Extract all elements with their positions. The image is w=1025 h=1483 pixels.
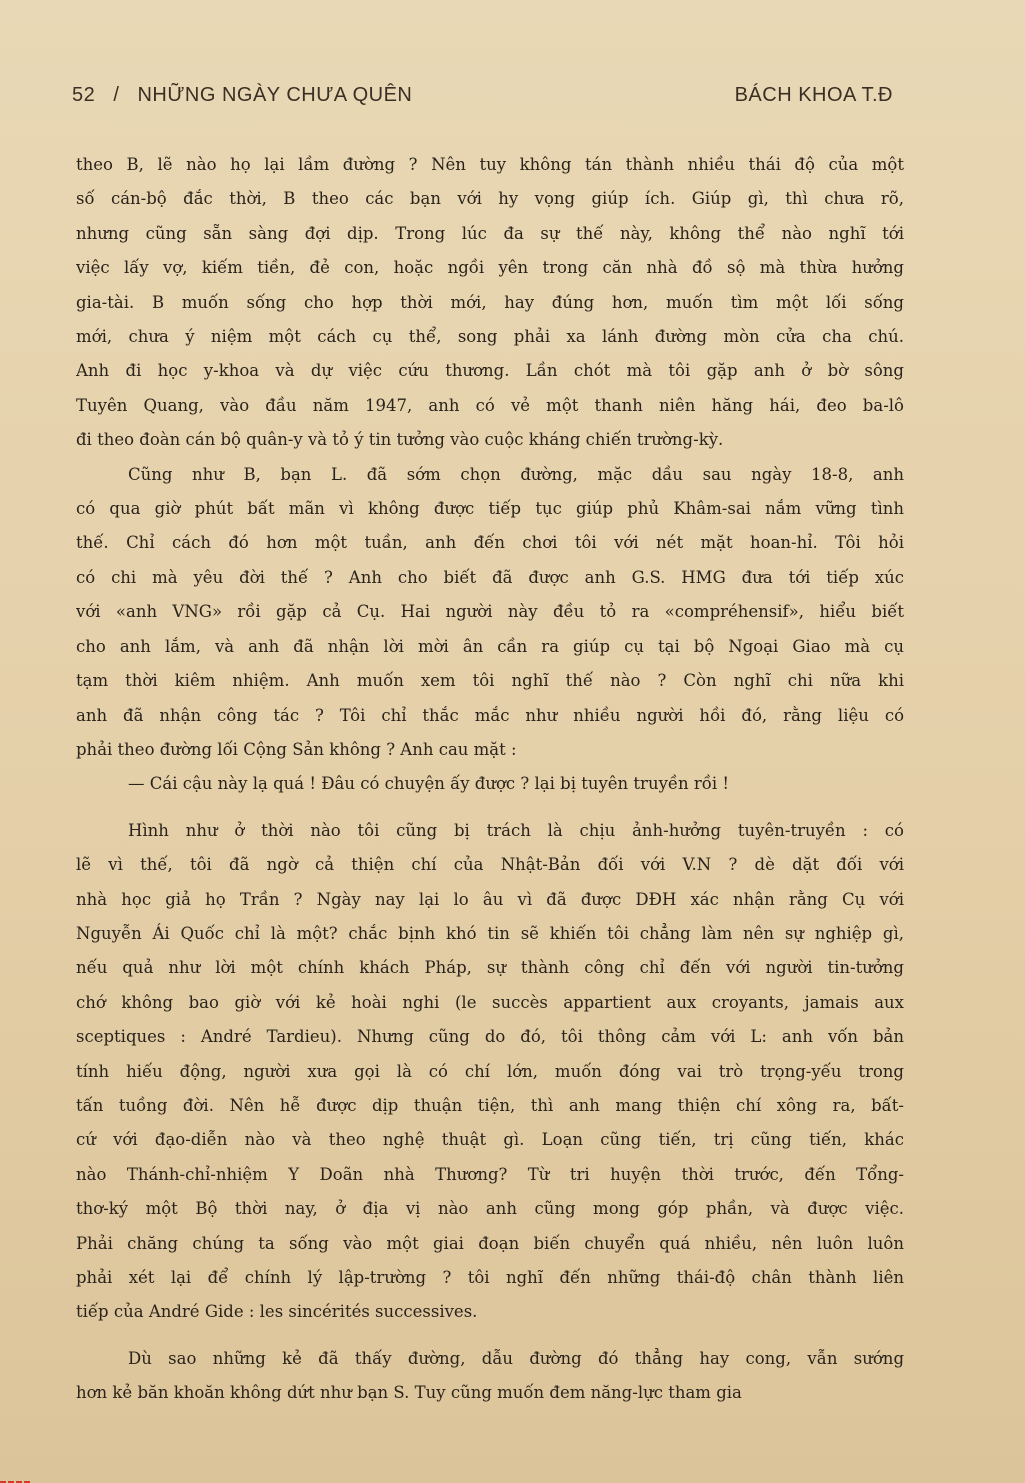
text-line: Dù sao những kẻ đã thấy đường, dẫu đường đó thẳng hay cong, vẫn sướng bbox=[128, 1348, 904, 1368]
text-line: thơ-ký một Bộ thời nay, ở địa vị nào anh cũng mong góp phần, và được việc. bbox=[76, 1199, 904, 1219]
text-line: tính hiếu động, người xưa gọi là có chí lớn, muốn đóng vai trò trọng-yếu trong bbox=[76, 1061, 904, 1081]
text-line: Tuyên Quang, vào đầu năm 1947, anh có vẻ một thanh niên hăng hái, đeo ba-lô bbox=[76, 395, 904, 415]
text-line: nhà học giả họ Trần ? Ngày nay lại lo âu vì đã được DĐH xác nhận rằng Cụ với bbox=[76, 889, 904, 909]
paragraph-gap bbox=[76, 802, 904, 814]
page-header bbox=[72, 84, 893, 107]
text-line: mới, chưa ý niệm một cách cụ thể, song phải xa lánh đường mòn cửa cha chú. bbox=[76, 327, 904, 347]
text-line: với «anh VNG» rồi gặp cả Cụ. Hai người này đều tỏ ra «compréhensif», hiểu biết bbox=[76, 602, 904, 622]
page-edge-mark bbox=[0, 1475, 30, 1483]
paragraph bbox=[76, 1342, 904, 1411]
text-line: tạm thời kiêm nhiệm. Anh muốn xem tôi nghĩ thế nào ? Còn nghĩ chi nữa khi bbox=[76, 671, 904, 691]
text-line: cho anh lắm, và anh đã nhận lời mời ân cần ra giúp cụ tại bộ Ngoại Giao mà cụ bbox=[76, 636, 904, 656]
text-line: Anh đi học y-khoa và dự việc cứu thương. Lần chót mà tôi gặp anh ở bờ sông bbox=[76, 361, 904, 381]
header-left bbox=[72, 84, 424, 107]
paragraph-gap bbox=[76, 1330, 904, 1342]
text-line: lẽ vì thế, tôi đã ngờ cả thiện chí của Nhật-Bản đối với V.N ? dè dặt đối với bbox=[76, 855, 904, 875]
text-line: tấn tuồng đời. Nên hễ được dịp thuận tiện, thì anh mang thiện chí xông ra, bất- bbox=[76, 1095, 904, 1115]
paragraph bbox=[76, 814, 904, 1330]
text-line: việc lấy vợ, kiếm tiền, đẻ con, hoặc ngồi yên trong căn nhà đồ sộ mà thừa hưởng bbox=[76, 258, 904, 278]
paragraph bbox=[76, 458, 904, 768]
text-line: có chi mà yêu đời thế ? Anh cho biết đã được anh G.S. HMG đưa tới tiếp xúc bbox=[76, 567, 904, 587]
text-line: thế. Chỉ cách đó hơn một tuần, anh đến chơi tôi với nét mặt hoan-hỉ. Tôi hỏi bbox=[76, 533, 904, 553]
text-line: nhưng cũng sẵn sàng đợi dịp. Trong lúc đa sự thế này, không thể nào nghĩ tới bbox=[76, 223, 904, 243]
text-line: — Cái cậu này lạ quá ! Đâu có chuyện ấy được ? lại bị tuyên truyền rồi ! bbox=[128, 774, 730, 794]
paragraph bbox=[76, 148, 904, 458]
text-line: Phải chăng chúng ta sống vào một giai đoạn biến chuyển quá nhiều, nên luôn luôn bbox=[76, 1233, 904, 1253]
text-line: nếu quả như lời một chính khách Pháp, sự thành công chỉ đến với người tin-tưởng bbox=[76, 958, 904, 978]
text-line: phải theo đường lối Cộng Sản không ? Anh cau mặt : bbox=[76, 739, 517, 759]
text-line: Cũng như B, bạn L. đã sớm chọn đường, mặc dầu sau ngày 18-8, anh bbox=[128, 464, 904, 484]
text-line: nào Thánh-chỉ-nhiệm Y Doãn nhà Thương? Từ tri huyện thời trước, đến Tổng- bbox=[76, 1164, 904, 1184]
text-line: có qua giờ phút bất mãn vì không được tiếp tục giúp phủ Khâm-sai nắm vững tình bbox=[76, 499, 904, 519]
text-line: sceptiques : André Tardieu). Nhưng cũng do đó, tôi thông cảm với L: anh vốn bản bbox=[76, 1027, 904, 1047]
text-line: đi theo đoàn cán bộ quân-y và tỏ ý tin tưởng vào cuộc kháng chiến trường-kỳ. bbox=[76, 430, 724, 450]
text-line: gia-tài. B muốn sống cho hợp thời mới, hay đúng hơn, muốn tìm một lối sống bbox=[76, 292, 904, 312]
body-text bbox=[76, 148, 904, 1411]
text-line: cứ với đạo-diễn nào và theo nghệ thuật gì. Loạn cũng tiến, trị cũng tiến, khác bbox=[76, 1130, 904, 1150]
text-line: phải xét lại để chính lý lập-trường ? tôi nghĩ đến những thái-độ chân thành liên bbox=[76, 1268, 904, 1287]
page-number: 52 bbox=[72, 84, 96, 106]
running-title: NHỮNG NGÀY CHƯA QUÊN bbox=[137, 84, 413, 106]
text-line: anh đã nhận công tác ? Tôi chỉ thắc mắc như nhiều người hồi đó, rằng liệu có bbox=[76, 705, 904, 725]
publication-name: BÁCH KHOA T.Đ bbox=[734, 84, 893, 106]
text-line: hơn kẻ băn khoăn không dứt như bạn S. Tuy cũng muốn đem năng-lực tham gia bbox=[76, 1383, 742, 1403]
paragraph bbox=[76, 767, 904, 801]
header-separator: / bbox=[113, 84, 120, 106]
text-line: tiếp của André Gide : les sincérités successives. bbox=[76, 1302, 478, 1322]
text-line: Nguyễn Ái Quốc chỉ là một? chắc bịnh khó tin sẽ khiến tôi chẳng làm nên sự nghiệp gì, bbox=[76, 923, 904, 943]
text-line: chớ không bao giờ với kẻ hoài nghi (le succès appartient aux croyants, jamais aux bbox=[76, 992, 904, 1012]
text-line: theo B, lẽ nào họ lại lầm đường ? Nên tuy không tán thành nhiều thái độ của một bbox=[76, 155, 904, 174]
text-line: Hình như ở thời nào tôi cũng bị trách là chịu ảnh-hưởng tuyên-truyền : có bbox=[128, 820, 904, 840]
text-line: số cán-bộ đắc thời, B theo các bạn với hy vọng giúp ích. Giúp gì, thì chưa rõ, bbox=[76, 189, 904, 209]
